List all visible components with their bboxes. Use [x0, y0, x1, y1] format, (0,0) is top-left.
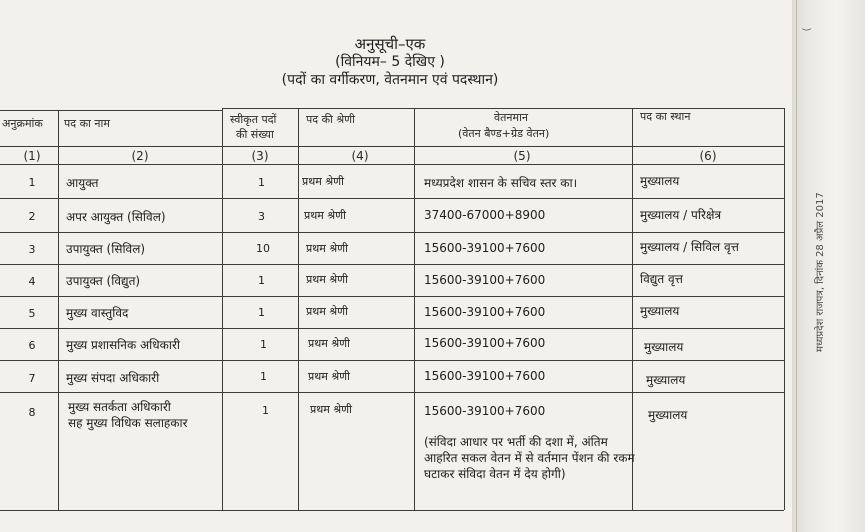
- row-location: मुख्यालय: [646, 373, 686, 387]
- col-num-2: (2): [131, 149, 149, 163]
- row-pay-scale: मध्यप्रदेश शासन के सचिव स्तर का।: [424, 176, 578, 190]
- row-location: मुख्यालय: [640, 304, 680, 318]
- row-post-name-line2: सह मुख्य विधिक सलाहकार: [68, 416, 188, 430]
- header-serial: अनुक्रमांक: [2, 117, 43, 130]
- row-category: प्रथम श्रेणी: [306, 273, 348, 286]
- row-post-name: मुख्य सतर्कता अधिकारी: [68, 400, 171, 414]
- row-post-name: मुख्य वास्तुविद: [66, 306, 129, 320]
- row-location: मुख्यालय / परिक्षेत्र: [640, 208, 722, 222]
- row-serial: 8: [28, 406, 36, 419]
- contract-note: (संविदा आधार पर भर्ती की दशा में, अंतिम आहरित सकल वेतन में से वर्तमान पेंशन की रकम घटाकर संविदा वेतन में देय होगी): [424, 435, 635, 481]
- binding-mark: ): [800, 27, 812, 32]
- row-category: प्रथम श्रेणी: [306, 242, 348, 255]
- row-location: मुख्यालय: [640, 174, 680, 188]
- schedule-subtitle: (पदों का वर्गीकरण, वेतनमान एवं पदस्थान): [281, 72, 499, 88]
- row-category: प्रथम श्रेणी: [308, 337, 350, 350]
- spine-divider: [796, 0, 797, 532]
- row-post-name: उपायुक्त (सिविल): [66, 242, 146, 256]
- header-location: पद का स्थान: [640, 110, 691, 123]
- row-location: विद्युत वृत्त: [640, 272, 683, 286]
- header-pay-2: (वेतन बैण्ड+ग्रेड वेतन): [458, 127, 550, 140]
- row-serial: 2: [28, 210, 36, 223]
- row-pay-scale: 15600-39100+7600: [424, 241, 546, 255]
- row-count: 1: [262, 404, 269, 417]
- header-sanctioned-2: की संख्या: [236, 128, 274, 141]
- row-serial: 7: [28, 372, 36, 385]
- col-num-4: (4): [351, 149, 369, 163]
- row-post-name: मुख्य संपदा अधिकारी: [66, 371, 160, 385]
- row-serial: 6: [28, 339, 36, 352]
- row-count: 10: [256, 242, 270, 255]
- row-pay-scale: 15600-39100+7600: [424, 369, 546, 383]
- schedule-title: अनुसूची–एक: [354, 35, 426, 53]
- row-category: प्रथम श्रेणी: [304, 209, 346, 222]
- row-location: मुख्यालय: [648, 408, 688, 422]
- row-category: प्रथम श्रेणी: [306, 305, 348, 318]
- row-count: 1: [258, 176, 265, 189]
- row-post-name: मुख्य प्रशासनिक अधिकारी: [66, 338, 180, 352]
- row-post-name: आयुक्त: [66, 176, 99, 190]
- schedule-regulation: (विनियम– 5 देखिए ): [335, 54, 445, 70]
- row-pay-scale: 15600-39100+7600: [424, 336, 546, 350]
- page-spine: [792, 0, 865, 532]
- row-serial: 3: [28, 243, 36, 256]
- row-serial: 5: [28, 307, 36, 320]
- row-count: 3: [258, 210, 265, 223]
- row-serial: 1: [28, 176, 36, 189]
- header-pay-1: वेतनमान: [494, 111, 529, 124]
- row-category: प्रथम श्रेणी: [310, 403, 352, 416]
- row-location: मुख्यालय / सिविल वृत्त: [640, 240, 739, 254]
- col-num-5: (5): [513, 149, 531, 163]
- row-pay-scale: 15600-39100+7600: [424, 404, 546, 418]
- row-count: 1: [260, 370, 267, 383]
- row-count: 1: [260, 338, 267, 351]
- row-location: मुख्यालय: [644, 340, 684, 354]
- row-post-name: उपायुक्त (विद्युत): [66, 274, 141, 288]
- row-pay-scale: 15600-39100+7600: [424, 273, 546, 287]
- row-category: प्रथम श्रेणी: [302, 175, 344, 188]
- header-sanctioned-1: स्वीकृत पदों: [230, 113, 277, 126]
- row-serial: 4: [28, 275, 36, 288]
- row-post-name: अपर आयुक्त (सिविल): [66, 210, 166, 224]
- col-num-6: (6): [699, 149, 717, 163]
- row-count: 1: [258, 274, 265, 287]
- row-pay-scale: 37400-67000+8900: [424, 208, 546, 222]
- row-category: प्रथम श्रेणी: [308, 370, 350, 383]
- header-category: पद की श्रेणी: [306, 113, 355, 126]
- header-post-name: पद का नाम: [64, 117, 110, 130]
- gazette-margin-text: मध्यप्रदेश राजपत्र, दिनांक 28 अप्रैल 2017: [815, 192, 826, 352]
- row-count: 1: [258, 306, 265, 319]
- row-pay-scale: 15600-39100+7600: [424, 305, 546, 319]
- col-num-1: (1): [23, 149, 41, 163]
- col-num-3: (3): [251, 149, 269, 163]
